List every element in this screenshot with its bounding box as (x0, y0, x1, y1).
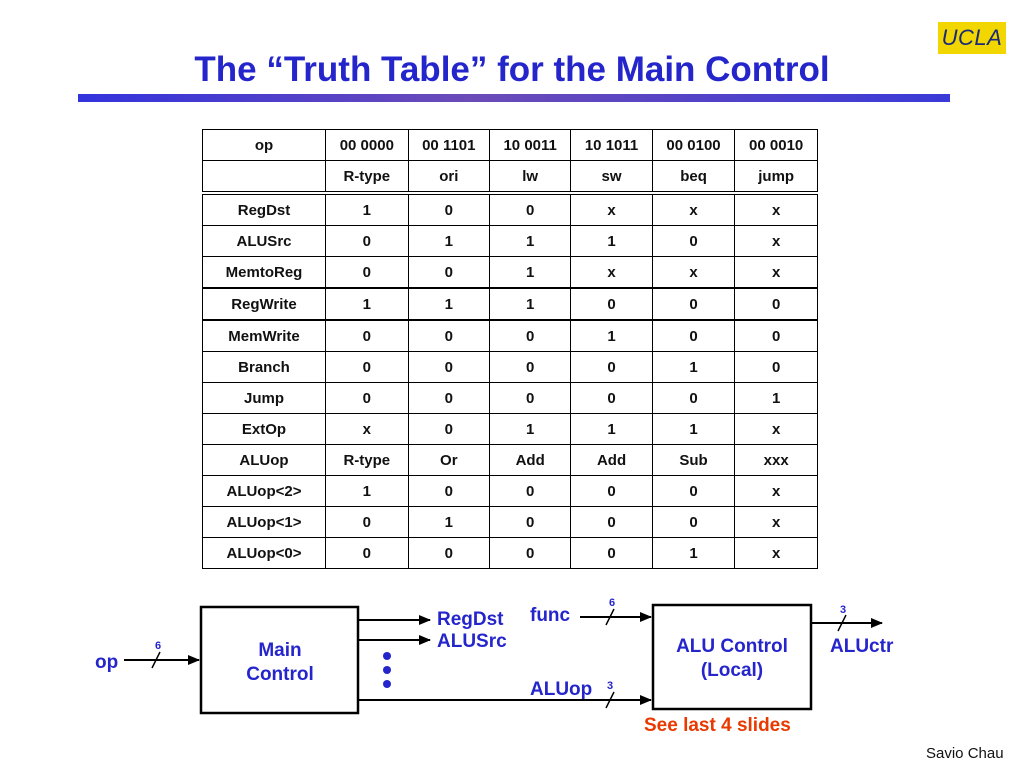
table-row (203, 383, 818, 414)
table-cell: x (652, 257, 735, 289)
table-cell: 0 (652, 288, 735, 320)
table-cell: x (735, 476, 818, 507)
table-cell: x (735, 414, 818, 445)
table-cell: 0 (326, 352, 409, 383)
table-cell: ori (408, 161, 489, 194)
table-cell: 0 (571, 507, 652, 538)
table-cell: 0 (652, 320, 735, 352)
table-cell: beq (652, 161, 735, 194)
table-cell: Add (571, 445, 652, 476)
more-outputs-dot-1 (383, 652, 391, 660)
table-cell: 1 (489, 226, 570, 257)
table-cell: x (735, 538, 818, 569)
table-row (203, 226, 818, 257)
slide-title: The “Truth Table” for the Main Control (194, 50, 830, 89)
table-cell: 0 (735, 320, 818, 352)
table-cell: 0 (408, 352, 489, 383)
table-cell: R-type (326, 161, 409, 194)
truth-table (202, 129, 818, 569)
table-cell: 0 (408, 320, 489, 352)
table-cell: 1 (652, 538, 735, 569)
see-last-slides-note: See last 4 slides (644, 715, 791, 736)
ucla-logo: UCLA (938, 22, 1006, 54)
aluop-label: ALUop (530, 679, 593, 700)
table-cell: x (571, 257, 652, 289)
table-cell: 0 (652, 226, 735, 257)
row-label: Branch (203, 352, 326, 383)
table-cell: 0 (408, 476, 489, 507)
table-cell: 0 (489, 320, 570, 352)
row-label: RegWrite (203, 288, 326, 320)
table-cell: 0 (326, 507, 409, 538)
table-cell: x (735, 257, 818, 289)
row-label: ALUSrc (203, 226, 326, 257)
row-label: ALUop<0> (203, 538, 326, 569)
more-outputs-dot-2 (383, 666, 391, 674)
table-cell: 00 1101 (408, 130, 489, 161)
row-label: MemtoReg (203, 257, 326, 289)
table-cell: 1 (408, 226, 489, 257)
table-cell: 0 (326, 257, 409, 289)
table-cell: 1 (326, 288, 409, 320)
table-cell: 1 (489, 414, 570, 445)
table-row (203, 538, 818, 569)
table-cell: 1 (489, 257, 570, 289)
table-cell: x (735, 226, 818, 257)
title-underline (78, 94, 950, 102)
table-cell: x (571, 193, 652, 226)
row-label: RegDst (203, 193, 326, 226)
op-width: 6 (154, 640, 162, 652)
table-cell: R-type (326, 445, 409, 476)
table-cell: 00 0000 (326, 130, 409, 161)
table-cell: 0 (652, 383, 735, 414)
table-cell: sw (571, 161, 652, 194)
table-cell: 0 (408, 193, 489, 226)
table-cell: 0 (408, 414, 489, 445)
table-cell: 1 (326, 476, 409, 507)
row-label: MemWrite (203, 320, 326, 352)
table-cell: 0 (489, 476, 570, 507)
table-cell: Or (408, 445, 489, 476)
table-cell: 0 (571, 288, 652, 320)
regdst-label: RegDst (437, 609, 504, 630)
main-control-label-1: Main (258, 640, 302, 661)
opcode-header-row (203, 130, 818, 161)
alu-control-box (653, 605, 811, 709)
table-cell: 0 (735, 352, 818, 383)
op-label: op (95, 652, 119, 673)
table-cell: 0 (571, 352, 652, 383)
table-cell: 0 (735, 288, 818, 320)
table-cell: 1 (571, 320, 652, 352)
more-outputs-dot-3 (383, 680, 391, 688)
table-cell: xxx (735, 445, 818, 476)
table-cell: 1 (408, 507, 489, 538)
table-cell: 0 (489, 352, 570, 383)
func-width: 6 (608, 597, 616, 609)
table-cell: lw (489, 161, 570, 194)
author-name: Savio Chau (926, 745, 1004, 762)
table-cell: 0 (326, 538, 409, 569)
table-row (203, 507, 818, 538)
table-cell: Sub (652, 445, 735, 476)
control-diagram (0, 590, 1024, 768)
table-cell: 1 (735, 383, 818, 414)
table-cell: jump (735, 161, 818, 194)
table-cell: 0 (408, 538, 489, 569)
table-cell: 0 (326, 226, 409, 257)
table-cell: 0 (489, 383, 570, 414)
table-cell: 0 (408, 383, 489, 414)
table-cell: 1 (408, 288, 489, 320)
table-row (203, 352, 818, 383)
table-cell: 0 (489, 538, 570, 569)
row-label: ALUop<1> (203, 507, 326, 538)
aluctr-label: ALUctr (830, 636, 894, 657)
table-cell: 0 (326, 383, 409, 414)
alu-control-label-1: ALU Control (676, 636, 788, 657)
table-cell: 10 0011 (489, 130, 570, 161)
table-cell: 0 (408, 257, 489, 289)
table-cell: 0 (326, 320, 409, 352)
row-label: op (203, 130, 326, 161)
table-cell: 0 (652, 507, 735, 538)
table-cell: Add (489, 445, 570, 476)
table-cell: 1 (326, 193, 409, 226)
table-row (203, 320, 818, 352)
aluop-width: 3 (606, 680, 614, 692)
table-cell: 1 (652, 352, 735, 383)
alusrc-label: ALUSrc (437, 631, 507, 652)
table-cell: 0 (571, 538, 652, 569)
table-row (203, 414, 818, 445)
row-label (203, 161, 326, 194)
table-cell: 1 (571, 414, 652, 445)
row-label: ALUop<2> (203, 476, 326, 507)
table-row (203, 445, 818, 476)
main-control-label-2: Control (246, 664, 314, 685)
table-cell: 1 (652, 414, 735, 445)
row-label: Jump (203, 383, 326, 414)
table-cell: 10 1011 (571, 130, 652, 161)
table-cell: x (735, 193, 818, 226)
table-row (203, 257, 818, 289)
table-cell: 00 0010 (735, 130, 818, 161)
table-cell: 00 0100 (652, 130, 735, 161)
table-row (203, 193, 818, 226)
table-row (203, 288, 818, 320)
row-label: ALUop (203, 445, 326, 476)
aluctr-width: 3 (839, 604, 847, 616)
alu-control-label-2: (Local) (700, 660, 764, 681)
table-cell: 0 (652, 476, 735, 507)
table-cell: x (652, 193, 735, 226)
table-cell: 1 (489, 288, 570, 320)
table-cell: 0 (489, 507, 570, 538)
instruction-header-row (203, 161, 818, 194)
table-cell: x (326, 414, 409, 445)
table-cell: 0 (489, 193, 570, 226)
table-cell: 0 (571, 476, 652, 507)
table-cell: 0 (571, 383, 652, 414)
table-row (203, 476, 818, 507)
table-cell: x (735, 507, 818, 538)
row-label: ExtOp (203, 414, 326, 445)
table-cell: 1 (571, 226, 652, 257)
func-label: func (530, 605, 571, 626)
